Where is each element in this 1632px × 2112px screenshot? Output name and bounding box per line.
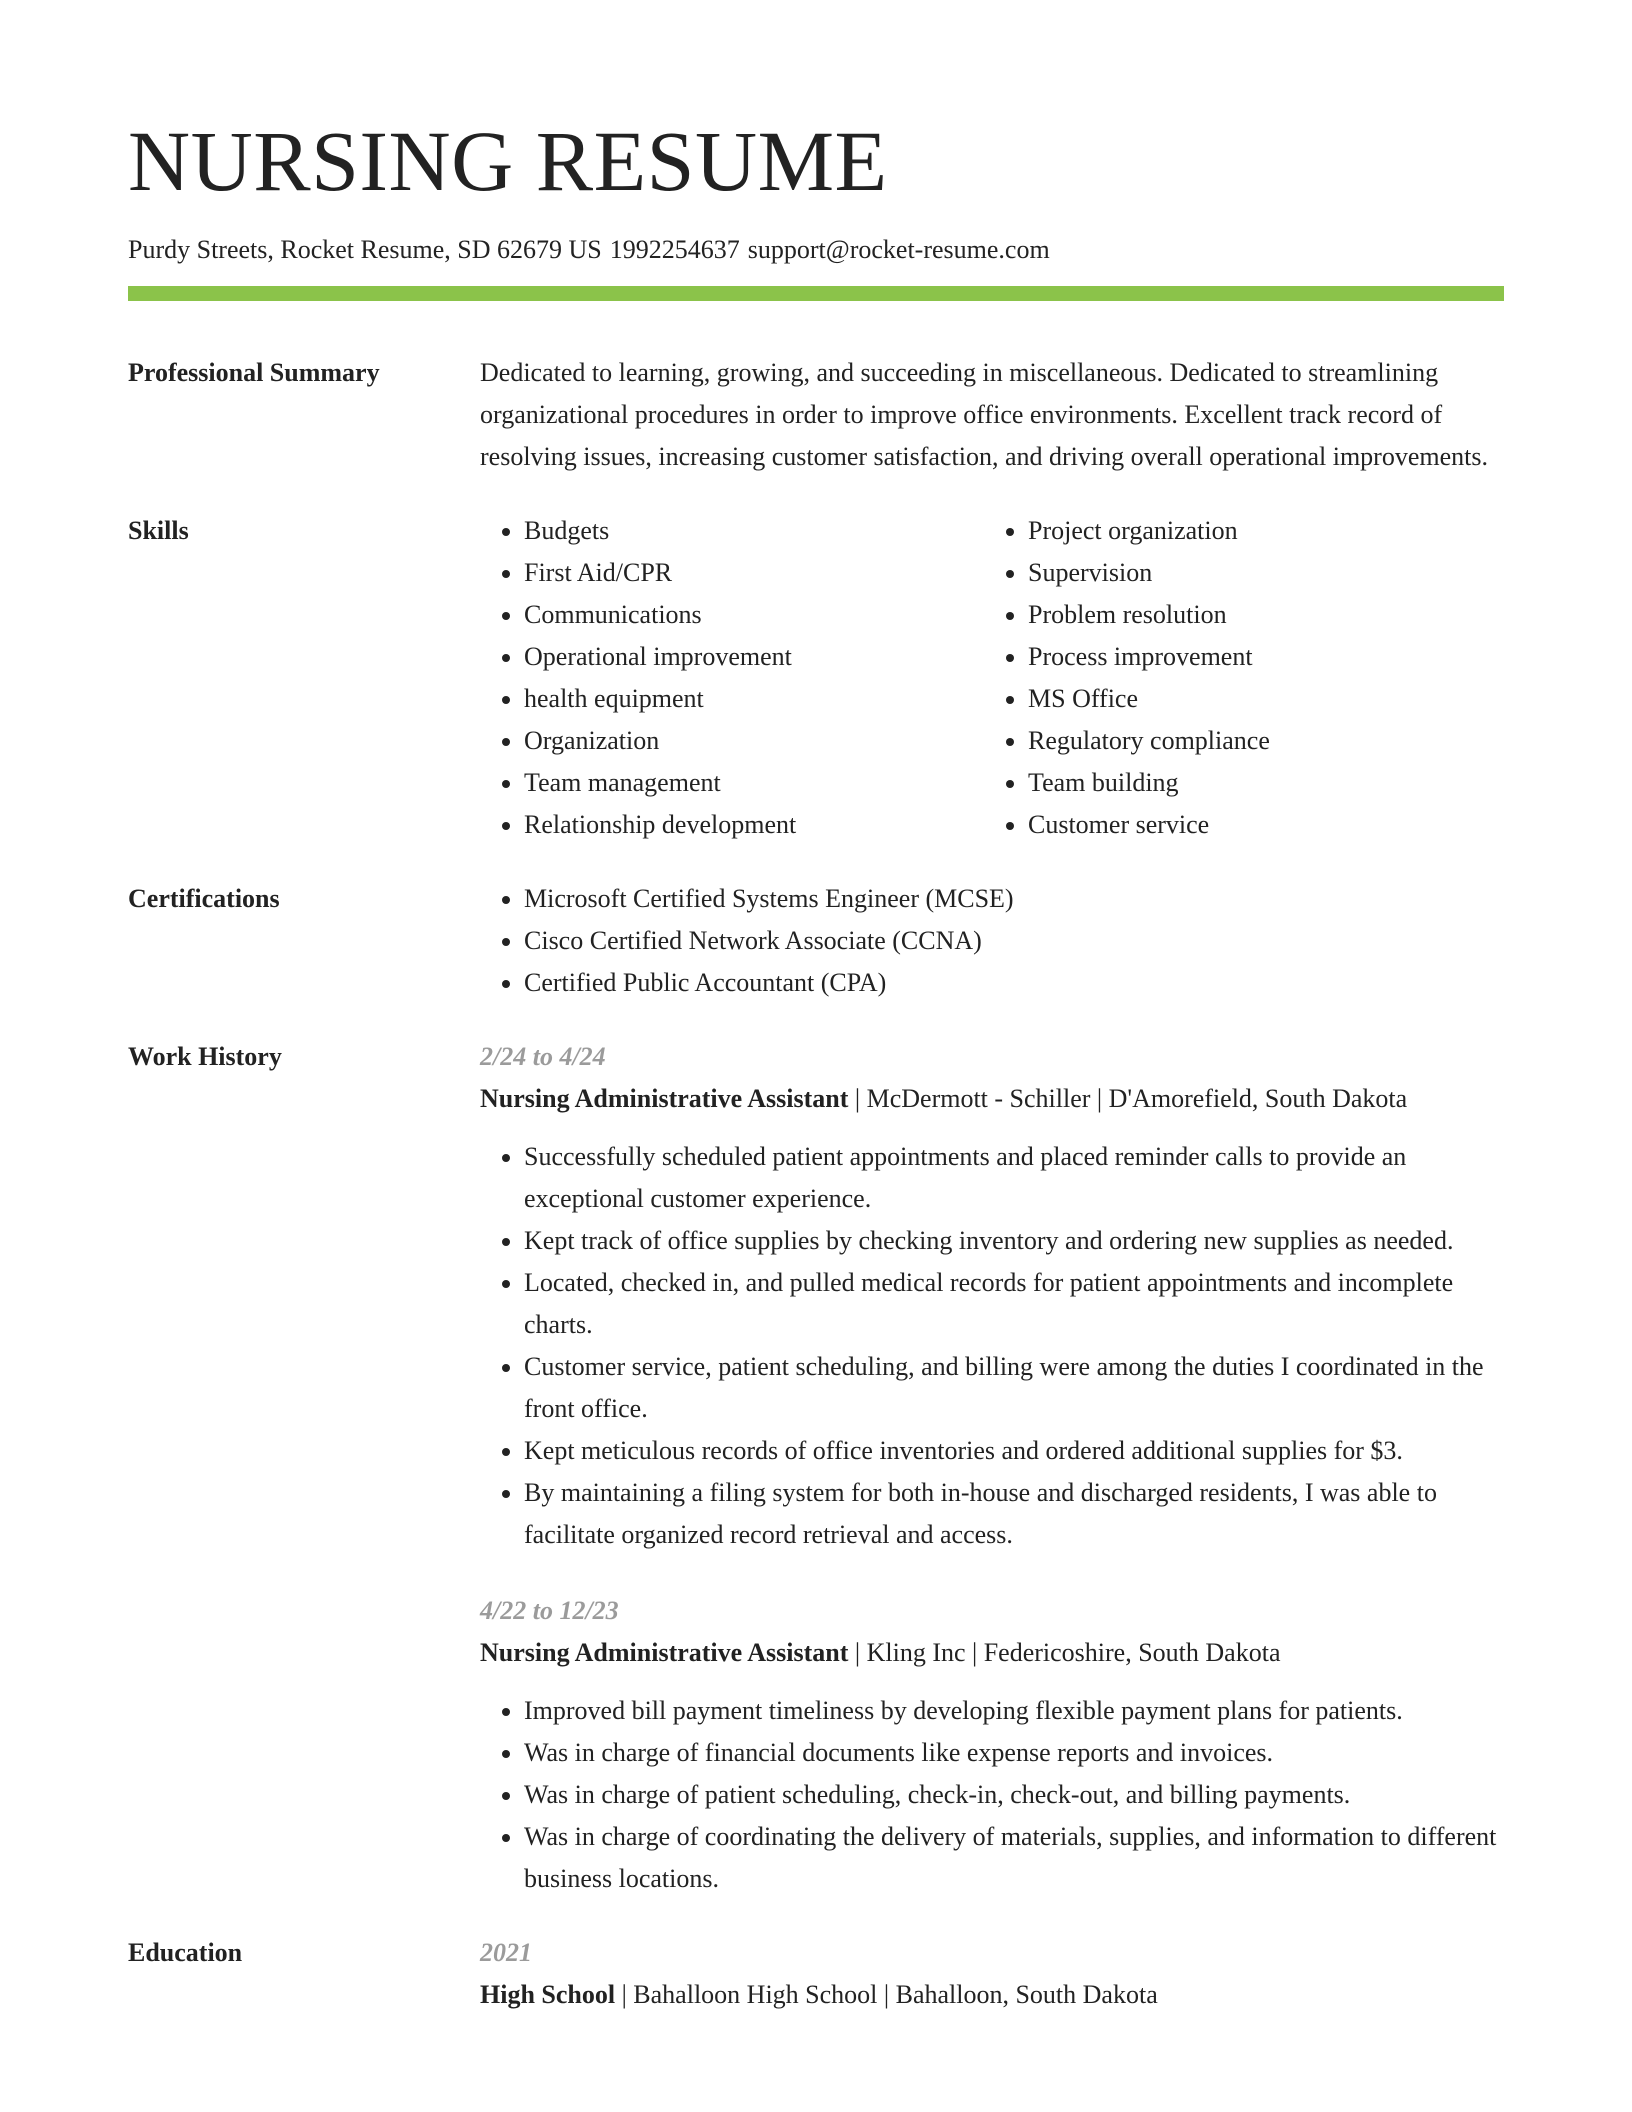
work-history-section bbox=[128, 1036, 1504, 1900]
skill-item: • Project organization bbox=[1028, 510, 1488, 552]
job-dates: 4/22 to 12/23 bbox=[480, 1596, 619, 1625]
job-bullet: • Kept track of office supplies by checking inventory and ordering new supplies as needed. bbox=[524, 1220, 1504, 1262]
job-bullet: • Was in charge of coordinating the delivery of materials, supplies, and information to different business locations. bbox=[524, 1816, 1504, 1900]
job-role: Nursing Administrative Assistant bbox=[480, 1638, 849, 1667]
skill-item: • Regulatory compliance bbox=[1028, 720, 1488, 762]
section-label: Certifications bbox=[128, 884, 280, 913]
skill-item: • Organization bbox=[524, 720, 984, 762]
skill-item: • Customer service bbox=[1028, 804, 1488, 846]
education-degree: High School bbox=[480, 1980, 616, 2009]
certification-item: • Microsoft Certified Systems Engineer (MCSE) bbox=[524, 878, 1504, 920]
job-dates: 2/24 to 4/24 bbox=[480, 1042, 606, 1071]
job-bullet: • Successfully scheduled patient appointments and placed reminder calls to provide an exceptional customer experience. bbox=[524, 1136, 1504, 1220]
section-label: Professional Summary bbox=[128, 358, 380, 387]
accent-divider bbox=[128, 286, 1504, 301]
contact-email: support@rocket-resume.com bbox=[747, 235, 1050, 264]
education-entry bbox=[480, 1932, 1504, 2016]
skill-item: • MS Office bbox=[1028, 678, 1488, 720]
resume-body bbox=[128, 352, 1504, 2048]
skill-item: • First Aid/CPR bbox=[524, 552, 984, 594]
skills-content bbox=[480, 510, 1504, 846]
certifications-content bbox=[480, 878, 1504, 1004]
resume-title: NURSING RESUME bbox=[128, 113, 888, 209]
contact-phone: 1992254637 bbox=[609, 235, 740, 264]
skill-item: • Operational improvement bbox=[524, 636, 984, 678]
education-details: | Bahalloon High School | Bahalloon, South Dakota bbox=[615, 1980, 1158, 2009]
job-entry bbox=[480, 1590, 1504, 1900]
job-headline bbox=[480, 1632, 1504, 1674]
job-bullet: • Improved bill payment timeliness by developing flexible payment plans for patients. bbox=[524, 1690, 1504, 1732]
summary-content bbox=[480, 352, 1504, 478]
education-headline bbox=[480, 1974, 1504, 2016]
job-headline bbox=[480, 1078, 1504, 1120]
job-bullet: • Was in charge of patient scheduling, check-in, check-out, and billing payments. bbox=[524, 1774, 1504, 1816]
certifications-section bbox=[128, 878, 1504, 1004]
summary-section bbox=[128, 352, 1504, 478]
certification-item: • Cisco Certified Network Associate (CCNA) bbox=[524, 920, 1504, 962]
skill-item: • Budgets bbox=[524, 510, 984, 552]
job-bullet: • Located, checked in, and pulled medical records for patient appointments and incomplete charts. bbox=[524, 1262, 1504, 1346]
section-label: Education bbox=[128, 1938, 243, 1967]
skill-item: • Communications bbox=[524, 594, 984, 636]
job-details: | Kling Inc | Federicoshire, South Dakota bbox=[848, 1638, 1281, 1667]
skills-section bbox=[128, 510, 1504, 846]
job-bullet: • Was in charge of financial documents like expense reports and invoices. bbox=[524, 1732, 1504, 1774]
skill-item: • Team management bbox=[524, 762, 984, 804]
job-bullet: • By maintaining a filing system for both in-house and discharged residents, I was able to facilitate organized record retrieval and access. bbox=[524, 1472, 1504, 1556]
skills-list-left bbox=[480, 510, 984, 846]
work-history-content bbox=[480, 1036, 1504, 1900]
skill-item: • Problem resolution bbox=[1028, 594, 1488, 636]
section-label: Skills bbox=[128, 516, 189, 545]
job-bullets bbox=[480, 1136, 1504, 1556]
skill-item: • Process improvement bbox=[1028, 636, 1488, 678]
education-dates: 2021 bbox=[480, 1938, 532, 1967]
skill-item: • Team building bbox=[1028, 762, 1488, 804]
job-entry bbox=[480, 1036, 1504, 1556]
contact-address: Purdy Streets, Rocket Resume, SD 62679 US bbox=[128, 235, 602, 264]
education-section bbox=[128, 1932, 1504, 2016]
skill-item: • Supervision bbox=[1028, 552, 1488, 594]
skill-item: • Relationship development bbox=[524, 804, 984, 846]
certifications-list bbox=[480, 878, 1504, 1004]
job-details: | McDermott - Schiller | D'Amorefield, South Dakota bbox=[848, 1084, 1408, 1113]
job-bullets bbox=[480, 1690, 1504, 1900]
job-bullet: • Customer service, patient scheduling, and billing were among the duties I coordinated in the front office. bbox=[524, 1346, 1504, 1430]
certification-item: • Certified Public Accountant (CPA) bbox=[524, 962, 1504, 1004]
section-label: Work History bbox=[128, 1042, 282, 1071]
skills-list-right bbox=[984, 510, 1488, 846]
contact-line bbox=[128, 232, 1058, 268]
job-bullet: • Kept meticulous records of office inventories and ordered additional supplies for $3. bbox=[524, 1430, 1504, 1472]
job-role: Nursing Administrative Assistant bbox=[480, 1084, 849, 1113]
education-content bbox=[480, 1932, 1504, 2016]
skill-item: • health equipment bbox=[524, 678, 984, 720]
summary-text: Dedicated to learning, growing, and succeeding in miscellaneous. Dedicated to streamlining organizational procedures in order to improve office environments. Excellent track record of resolving issues, increasing customer satisfaction, and driving overall operational improvements. bbox=[480, 358, 1488, 471]
